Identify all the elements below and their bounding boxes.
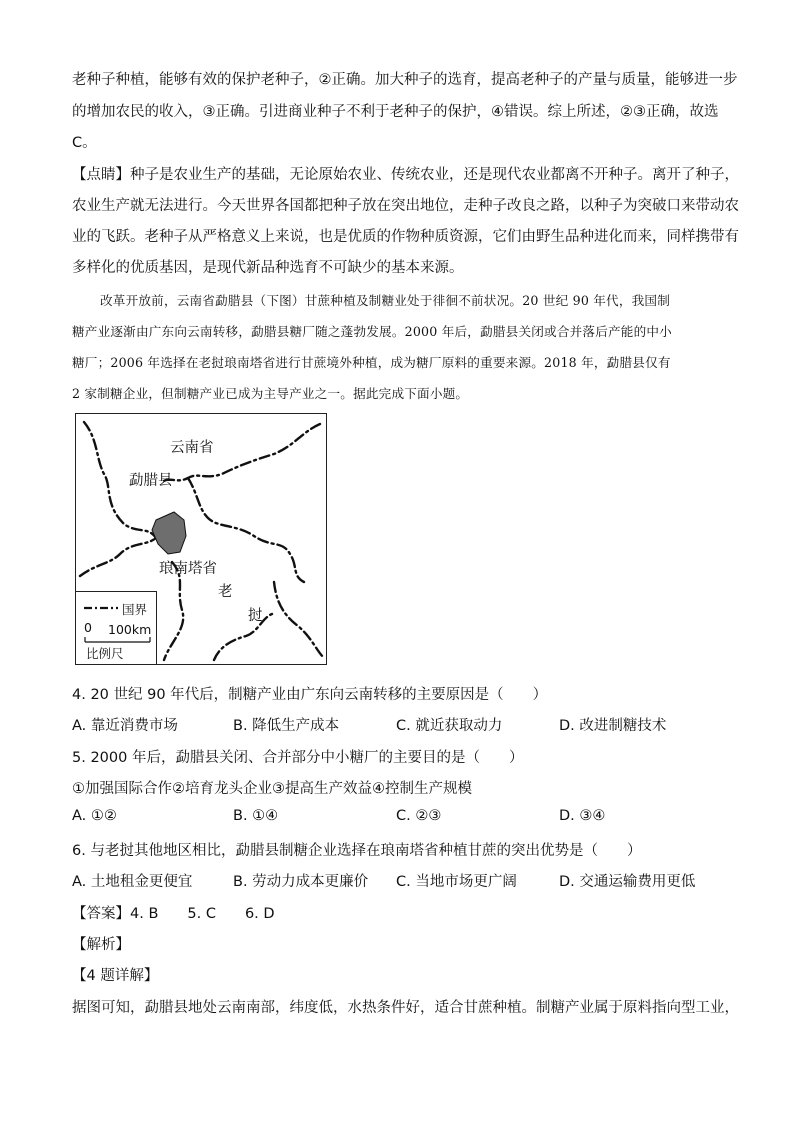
label-yunnan: 云南省 xyxy=(170,440,214,456)
question-6-stem: 6. 与老挝其他地区相比，勐腊县制糖企业选择在琅南塔省种植甘蔗的突出优势是（ ） xyxy=(72,843,642,859)
mengla-shaded-area xyxy=(152,512,186,554)
answer-line: 【答案】4. B 5. C 6. D xyxy=(72,906,275,922)
option-d[interactable]: D. 改进制糖技术 xyxy=(559,718,667,734)
border-legend-icon xyxy=(82,598,122,618)
dianjing-line: 多样化的优质基因，是现代新品种选育不可缺少的基本来源。 xyxy=(72,260,464,276)
material-line: 糖厂；2006 年选择在老挝琅南塔省进行甘蔗境外种植，成为糖厂原料的重要来源。2018 年，勐腊县仅有 xyxy=(72,355,671,370)
material-line: 糖产业逐渐由广东向云南转移，勐腊县糖厂随之蓬勃发展。2000 年后，勐腊县关闭或合并落后产能的中小 xyxy=(72,324,672,339)
legend-scale-zero: 0 xyxy=(84,620,92,635)
option-c[interactable]: C. 就近获取动力 xyxy=(396,718,503,734)
option-a[interactable]: A. 土地租金更便宜 xyxy=(72,874,193,890)
label-lao: 老 xyxy=(218,584,233,600)
legend-title: 比例尺 xyxy=(86,646,124,661)
option-b[interactable]: B. 降低生产成本 xyxy=(233,718,340,734)
question-5-stem: 5. 2000 年后，勐腊县关闭、合并部分中小糖厂的主要目的是（ ） xyxy=(72,750,524,766)
legend-scale-dist: 100km xyxy=(108,622,152,637)
map-figure xyxy=(75,413,327,665)
dianjing-line: 【点睛】种子是农业生产的基础，无论原始农业、传统农业，还是现代农业都离不开种子。离开了种子， xyxy=(72,167,739,183)
border-line xyxy=(214,614,272,660)
detail-title: 【4 题详解】 xyxy=(72,968,159,984)
label-luangnamtha: 琅南塔省 xyxy=(159,561,217,577)
border-line xyxy=(80,538,156,576)
dianjing-line: 业的飞跃。老种子从严格意义上来说，也是优质的作物种质资源，它们由野生品种进化而来，同样携带有 xyxy=(72,229,739,245)
text-line: 的增加农民的收入，③正确。引进商业种子不利于老种子的保护，④错误。综上所述，②③正确，故选 xyxy=(72,104,719,120)
text-line: 老种子种植，能够有效的保护老种子，②正确。加大种子的选育，提高老种子的产量与质量，能够进一步 xyxy=(72,72,738,88)
border-line xyxy=(274,582,324,658)
option-d[interactable]: D. 交通运输费用更低 xyxy=(559,874,696,890)
option-c[interactable]: C. ②③ xyxy=(396,808,442,824)
label-wo: 挝 xyxy=(248,608,263,624)
material-line: 2 家制糖企业，但制糖产业已成为主导产业之一。据此完成下面小题。 xyxy=(72,386,469,401)
option-a[interactable]: A. 靠近消费市场 xyxy=(72,718,178,734)
legend-border-label: 国界 xyxy=(122,602,148,617)
scale-bar-icon xyxy=(84,636,154,644)
question-5-sub: ①加强国际合作②培育龙头企业③提高生产效益④控制生产规模 xyxy=(72,781,472,797)
dianjing-line: 农业生产就无法进行。今天世界各国都把种子放在突出地位，走种子改良之路，以种子为突破口来带动农 xyxy=(72,198,739,214)
map-legend xyxy=(76,591,157,664)
material-line: 改革开放前，云南省勐腊县（下图）甘蔗种植及制糖业处于徘徊不前状况。20 世纪 90 年代，我国制 xyxy=(100,293,671,308)
option-b[interactable]: B. ①④ xyxy=(233,808,279,824)
option-b[interactable]: B. 劳动力成本更廉价 xyxy=(233,874,369,890)
question-4-stem: 4. 20 世纪 90 年代后，制糖产业由广东向云南转移的主要原因是（ ） xyxy=(72,687,548,703)
option-c[interactable]: C. 当地市场更广阔 xyxy=(396,874,517,890)
option-a[interactable]: A. ①② xyxy=(72,808,117,824)
label-mengla: 勐腊县 xyxy=(129,473,173,489)
option-d[interactable]: D. ③④ xyxy=(559,808,606,824)
text-line: C。 xyxy=(72,135,97,151)
detail-line: 据图可知，勐腊县地处云南南部，纬度低，水热条件好，适合甘蔗种植。制糖产业属于原料指向型工业， xyxy=(72,1000,739,1016)
analysis-title: 【解析】 xyxy=(72,937,130,953)
